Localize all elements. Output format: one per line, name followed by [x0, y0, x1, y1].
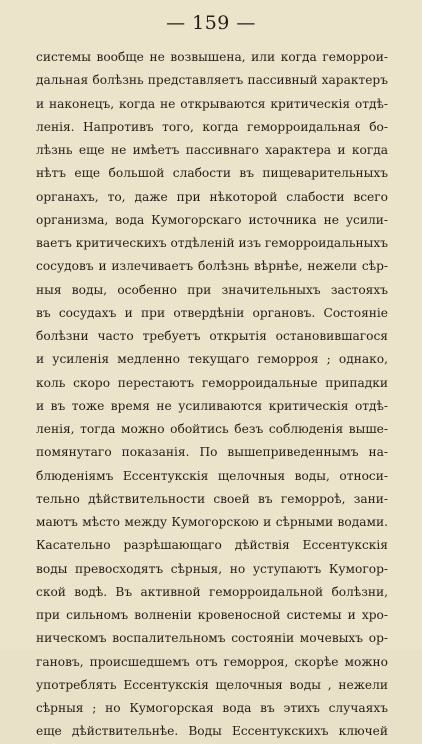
text-line: и въ тоже время не усиливаются критическія отдѣ-: [36, 398, 388, 413]
text-line: дальная болѣзнь представляетъ пассивный характеръ: [36, 73, 388, 88]
text-line: ническомъ воспалительномъ состояніи мочевыхъ ор-: [36, 631, 388, 646]
text-line: коль скоро перестаютъ геморроидальные припадки: [36, 375, 388, 390]
text-line: болѣзни часто требуетъ открытія остановившагося: [36, 329, 388, 343]
text-line: гановъ, происшедшемъ отъ геморроя, скорѣе можно: [36, 654, 388, 669]
page-number: — 159 —: [166, 12, 256, 34]
text-line: лѣзнь еще не имѣетъ пассивнаго характера и когда: [36, 143, 388, 157]
text-line: въ сосудахъ и при отвердѣніи органовъ. Состояніе: [36, 305, 388, 320]
text-line: и усиленія медленно текущаго геморроя ; однако,: [36, 352, 388, 367]
text-line: при сильномъ волненіи кровеносной системы и хро-: [36, 608, 388, 622]
text-line: системы вообще не возвышена, или когда геморрои-: [36, 50, 388, 64]
text-line: организма, вода Кумогорскаго источника не усили-: [36, 212, 388, 227]
text-line: ленія. Напротивъ того, когда геморроидальная бо-: [36, 119, 388, 134]
text-line: Касательно разрѣшающаго дѣйствія Ессентукскія: [36, 538, 388, 553]
text-line: еще дѣйствительнѣе. Воды Ессентукскихъ ключей: [36, 724, 388, 739]
text-line: ской водѣ. Въ активной геморроидальной болѣзни,: [36, 584, 388, 599]
text-line: маютъ мѣсто между Кумогорскою и сѣрными водами.: [36, 515, 388, 529]
text-line: воды превосходятъ сѣрныя, но уступаютъ Кумогор-: [36, 561, 388, 576]
text-line: помянутаго показанія. По вышеприведеннымъ на-: [36, 445, 388, 460]
text-line: нѣтъ еще большой слабости въ пищеварительныхъ: [36, 166, 388, 181]
text-line: сосудовъ и излечиваетъ болѣзнь вѣрнѣе, нежели сѣр-: [36, 259, 388, 274]
text-line: тельно дѣйствительности своей въ геморроѣ, зани-: [36, 491, 388, 506]
text-line: сѣрныя ; но Кумогорская вода въ этихъ случаяхъ: [36, 701, 388, 715]
text-line: и наконецъ, когда не открываются критическія отдѣ-: [36, 96, 388, 111]
text-line: ныя воды, особенно при значительныхъ застояхъ: [36, 282, 388, 297]
text-line: блюденіямъ Ессентукскія щелочныя воды, относи-: [36, 468, 388, 483]
body-text: [36, 46, 388, 744]
text-line: употреблять Ессентукскія щелочныя воды , нежели: [36, 677, 388, 692]
text-line: ленія, тогда можно обойтись безъ соблюденія выше-: [36, 422, 388, 436]
text-line: органахъ, то, даже при нѣкоторой слабости всего: [36, 189, 388, 204]
text-line: ваетъ критическихъ отдѣленій изъ геморроидальныхъ: [36, 236, 388, 250]
